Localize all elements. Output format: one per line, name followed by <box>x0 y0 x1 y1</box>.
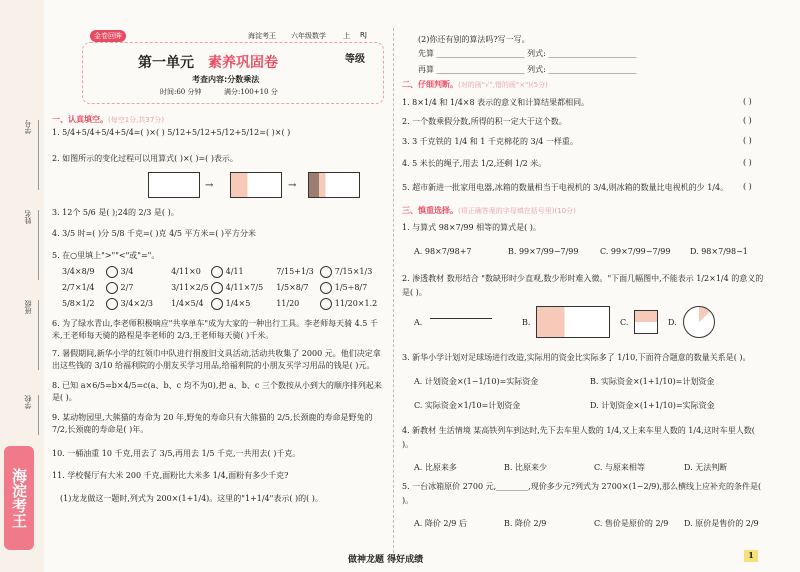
exam-score: 满分:100+10 分 <box>224 88 278 96</box>
choice-3-c[interactable]: C. 实际资金×1/10=计划资金 <box>414 401 521 410</box>
brand-logo: 海淀考王 <box>4 446 34 550</box>
grade-box: 等级 <box>345 54 365 65</box>
choice-2-c[interactable]: C. <box>620 318 629 327</box>
figure-rect-3 <box>308 172 360 198</box>
question-8: 8. 已知 a×6/5=b×4/5=c(a、b、c 均不为0),把 a、b、c 三个数按从小到大的顺序排列起来是( )。 <box>52 381 382 402</box>
choice-4-a[interactable]: A. 比原来多 <box>414 463 457 472</box>
question-11-1: (1)龙龙做这一题时,列式为 200×(1+1/4)。这里的"1+1/4"表示( )的( )。 <box>60 494 323 503</box>
step-first: 先算 ______________________ 列式: ______________________ <box>418 49 637 58</box>
choice-4-b[interactable]: B. 比原来少 <box>504 463 547 472</box>
choice-1-b[interactable]: B. 99×7/99−7/99 <box>508 247 579 256</box>
compare-circle[interactable] <box>320 298 332 310</box>
choice-4-d[interactable]: D. 无法判断 <box>684 463 728 472</box>
figure-cube <box>536 306 610 338</box>
choice-3-d[interactable]: D. 计划资金×(1+1/10)=实际资金 <box>590 401 715 410</box>
unit-title: 第一单元 <box>138 55 194 71</box>
judge-3: 3. 3 千克铁的 1/4 和 1 千克棉花的 3/4 一样重。 <box>402 137 578 146</box>
compare-row: 2/7×1/4 2/7 3/11×2/5 4/11×7/5 1/5×8/7 1/5÷8/7 <box>62 283 368 292</box>
compare-circle[interactable] <box>211 266 223 278</box>
choice-2-stem: 2. 渗透教材 数形结合 "数缺形时少直观,数少形时难入微。"下面几幅图中,不能表示 1/2×1/4 的意义的是( )。 <box>402 274 764 297</box>
judge-4: 4. 5 米长的绳子,用去 1/2,还剩 1/2 米。 <box>402 159 547 168</box>
question-11-2: (2)你还有别的算法吗?写一写。 <box>418 35 530 44</box>
compare-row: 3/4×8/9 3/4 4/11×0 4/11 7/15+1/3 7/15×1/3 <box>62 267 373 276</box>
tab-badge: 金卷回眸 <box>90 30 126 42</box>
choice-5-d[interactable]: D. 原价是售价的 2/9 <box>684 519 759 528</box>
choice-4-c[interactable]: C. 与原来相等 <box>594 463 645 472</box>
compare-circle[interactable] <box>320 266 332 278</box>
question-3: 3. 12个 5/6 是( );24的 2/3 是( )。 <box>52 208 179 217</box>
compare-circle[interactable] <box>106 298 118 310</box>
compare-circle[interactable] <box>320 282 332 294</box>
question-4: 4. 3/5 时=( )分 5/8 千克=( )克 4/5 平方米=( )平方分米 <box>52 229 256 238</box>
section-3-title: 三、慎重选择。(将正确答案的字母填在括号里)(10分) <box>402 206 576 215</box>
edition: RJ <box>360 31 367 39</box>
judge-5: 5. 超市新进一批家用电器,冰箱的数量相当于电视机的 3/4,则冰箱的数量比电视机的少 1/4。 <box>402 183 729 192</box>
answer-bracket[interactable]: ( ) <box>743 182 752 191</box>
volume: 上 <box>343 32 350 40</box>
figure-square <box>634 310 658 334</box>
grade: 六年级数学 <box>291 32 326 40</box>
compare-circle[interactable] <box>211 282 223 294</box>
choice-5-c[interactable]: C. 售价是原价的 2/9 <box>594 519 669 528</box>
label-class: 班级 <box>24 300 32 314</box>
judge-2: 2. 一个数乘假分数,所得的积一定大于这个数。 <box>402 117 567 126</box>
column-divider <box>393 28 394 553</box>
name-line <box>38 300 39 370</box>
choice-5-a[interactable]: A. 降价 2/9 后 <box>414 519 467 528</box>
figure-line <box>430 318 492 319</box>
figure-rect-2 <box>230 172 282 198</box>
choice-1-d[interactable]: D. 98×7/98−1 <box>690 247 748 256</box>
exam-title: 素养巩固卷 <box>208 55 278 71</box>
choice-3-a[interactable]: A. 计划资金×(1−1/10)=实际资金 <box>414 377 539 386</box>
question-7: 7. 暑假期间,新华小学的红领巾中队进行捐废旧文具活动,活动共收集了 2000 元。他们决定拿出这些钱的 3/10 给福利院的小朋友买学习用品,给福利院的小朋友买学习用品的钱是( )元。 <box>52 349 381 370</box>
choice-4-stem: 4. 新教材 生活情境 某高铁列车到达时,先下去车里人数的 1/4,又上来车里人数的 1/4,这时车里人数( )。 <box>402 426 755 449</box>
footer-slogan: 做神龙题 得好成绩 <box>348 555 424 565</box>
exam-content: 考查内容:分数乘法 <box>192 75 260 84</box>
choice-1-a[interactable]: A. 98×7/98+7 <box>414 247 472 256</box>
question-11: 11. 学校餐厅有大米 200 千克,面粉比大米多 1/4,面粉有多少千克? <box>52 471 289 480</box>
figure-pie <box>683 306 715 338</box>
choice-5-stem: 5. 一台冰箱原价 2700 元,________,现价多少元?列式为 2700×(1−2/9),那么横线上应补充的条件是( )。 <box>402 482 762 505</box>
compare-circle[interactable] <box>211 298 223 310</box>
arrow-icon: → <box>205 180 214 191</box>
name-line <box>38 120 39 190</box>
step-then: 再算 ______________________ 列式: ______________________ <box>418 65 637 74</box>
choice-1-c[interactable]: C. 99×7/99−7/99 <box>600 247 671 256</box>
answer-bracket[interactable]: ( ) <box>743 136 752 145</box>
judge-1: 1. 8×1/4 和 1/4×8 表示的意义和计算结果都相同。 <box>402 98 590 107</box>
answer-bracket[interactable]: ( ) <box>743 116 752 125</box>
name-line <box>38 210 39 280</box>
section-1-title: 一、认真填空。(每空1分,共37分) <box>52 115 165 124</box>
publisher: 海淀考王 <box>248 32 276 40</box>
section-2-title: 二、仔细判断。(对的画"√",错的画"×")(5分) <box>402 80 548 89</box>
choice-2-b[interactable]: B. <box>522 318 531 327</box>
choice-2-a[interactable]: A. <box>414 318 423 327</box>
compare-grid <box>62 266 382 314</box>
exam-time: 时间:60 分钟 <box>160 88 202 96</box>
choice-2-d[interactable]: D. <box>668 318 677 327</box>
compare-row: 5/8×1/2 3/4×2/3 1/4×5/4 1/4×5 11/20 11/20×1.2 <box>62 299 378 308</box>
question-5: 5. 在○里填上">""<"或"="。 <box>52 251 160 260</box>
compare-circle[interactable] <box>106 266 118 278</box>
choice-5-b[interactable]: B. 降价 2/9 <box>504 519 547 528</box>
choice-3-b[interactable]: B. 实际资金×(1+1/10)=计划资金 <box>590 377 715 386</box>
name-line <box>38 395 39 435</box>
choice-3-stem: 3. 新华小学计划对足球场进行改造,实际用的资金比实际多了 1/10,下面符合题意的数量关系是( )。 <box>402 353 751 362</box>
choice-1-stem: 1. 与算式 98×7/99 相等的算式是( )。 <box>402 223 541 232</box>
compare-circle[interactable] <box>106 282 118 294</box>
label-name: 姓名 <box>24 210 32 224</box>
question-9: 9. 某动物园里,大熊猫的寿命为 20 年,野兔的寿命只有大熊猫的 2/5,长颈鹿的寿命是野兔的 7/2,长颈鹿的寿命是( )年。 <box>52 413 373 434</box>
question-6: 6. 为了绿水青山,李老师积极响应"共享单车"成为大家的一种出行工具。李老师每天骑 4.5 千米,王老师每天骑的路程是李老师的 2/3,王老师每天骑( )千米。 <box>52 319 378 340</box>
question-1: 1. 5/4+5/4+5/4+5/4=( )×( ) 5/12+5/12+5/12+5/12=( )×( ) <box>52 128 291 137</box>
page-number: 1 <box>744 550 758 562</box>
label-student-id: 学号 <box>24 120 32 134</box>
figure-rect-1 <box>148 172 200 198</box>
question-10: 10. 一桶油重 10 千克,用去了 3/5,再用去 1/5 千克,一共用去( )千克。 <box>52 449 301 458</box>
label-school: 学校 <box>24 395 32 409</box>
arrow-icon: → <box>288 180 297 191</box>
answer-bracket[interactable]: ( ) <box>743 158 752 167</box>
question-2: 2. 如图所示的变化过程可以用算式( )×( )=( )表示。 <box>52 154 238 163</box>
answer-bracket[interactable]: ( ) <box>743 97 752 106</box>
